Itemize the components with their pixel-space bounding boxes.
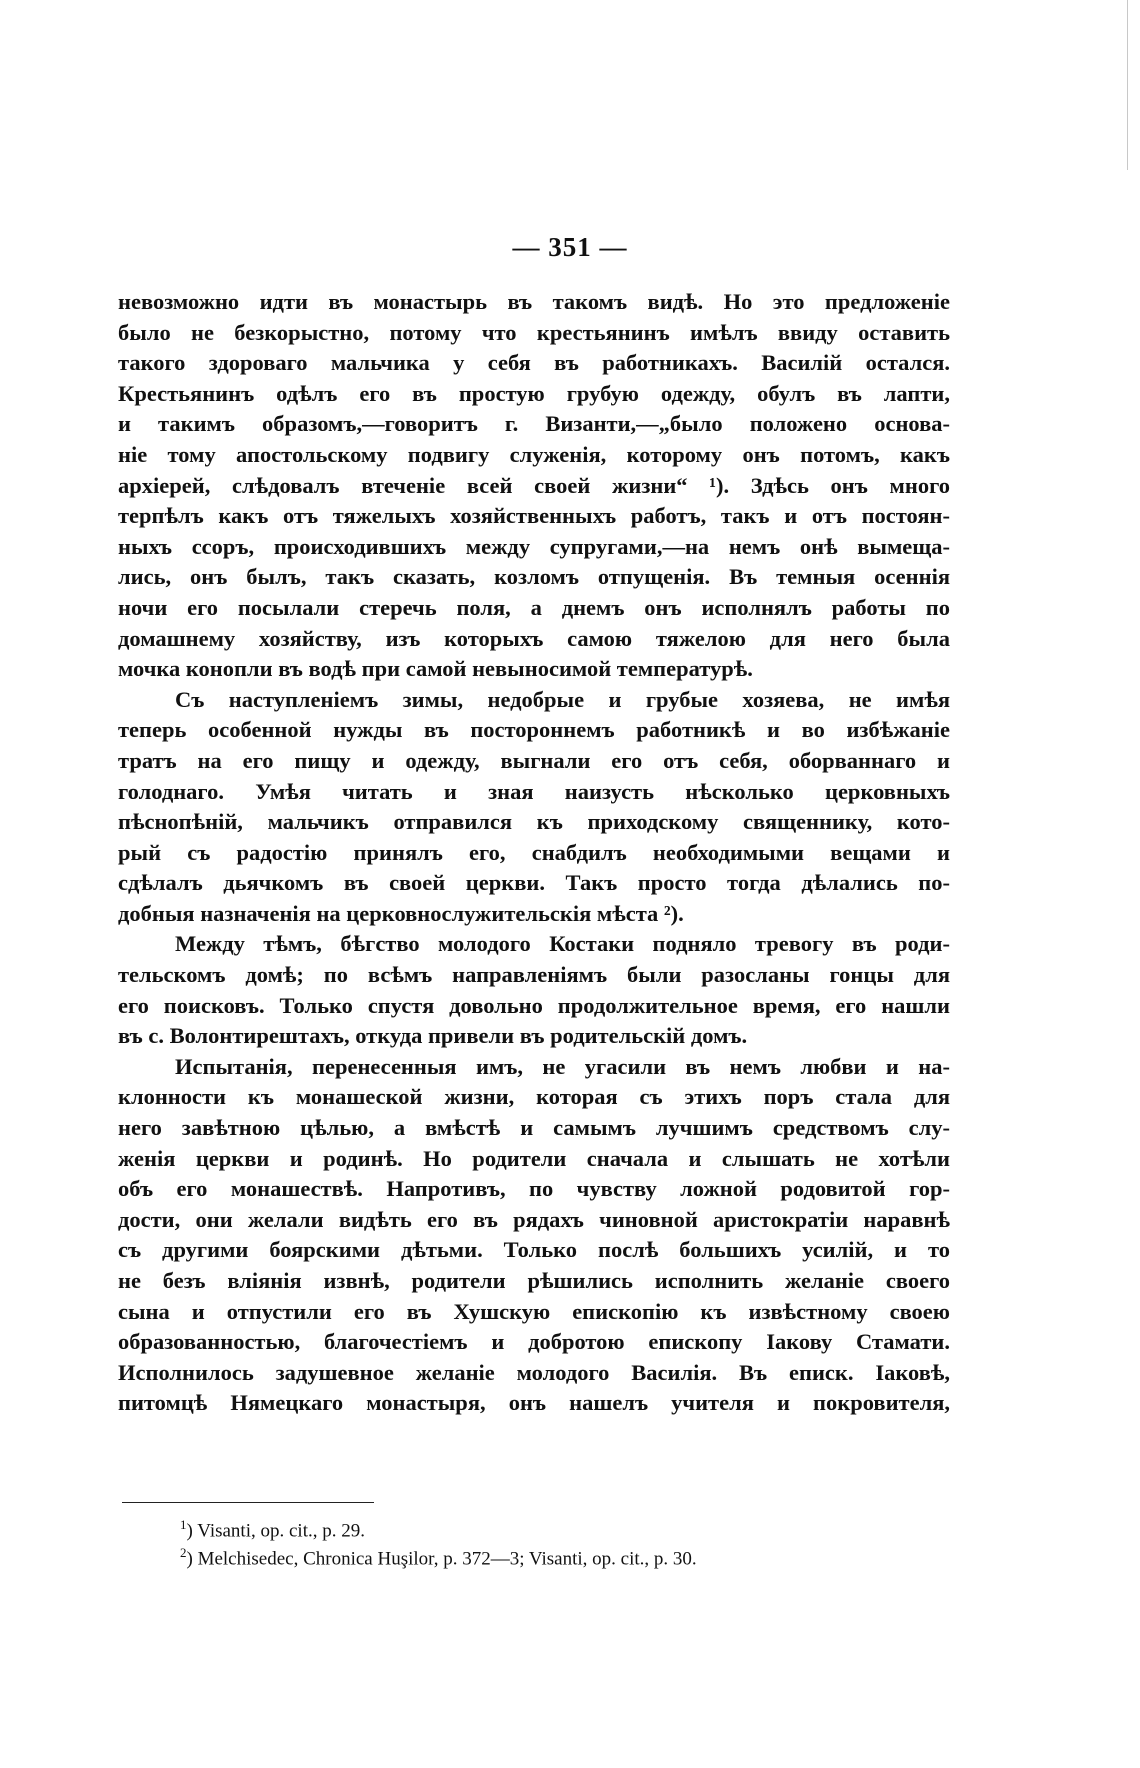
text-line: мочка конопли въ водѣ при самой невыносимой температурѣ. — [118, 656, 753, 682]
footnote-mark: 1 — [180, 1517, 187, 1532]
paragraph — [118, 929, 950, 1051]
paragraph — [118, 685, 950, 930]
footnote-text: ) Visanti, op. cit., p. 29. — [186, 1520, 365, 1542]
text-line: и такимъ образомъ,—говоритъ г. Византи,—„было положено основа- — [118, 411, 950, 437]
text-line: образованностью, благочестіемъ и добротою епископу Іакову Стамати. — [118, 1329, 950, 1355]
paragraph — [118, 287, 950, 685]
text-line: Съ наступленіемъ зимы, недобрые и грубые хозяева, не имѣя — [175, 686, 950, 712]
text-line: его поисковъ. Только спустя довольно продолжительное время, его нашли — [118, 992, 950, 1018]
text-line: архіерей, слѣдовалъ втеченіе всей своей жизни“ ¹). Здѣсь онъ много — [118, 472, 950, 498]
text-line: ныхъ ссоръ, происходившихъ между супругами,—на немъ онѣ вымеща- — [118, 533, 950, 559]
text-line: голоднаго. Умѣя читать и зная наизусть нѣсколько церковныхъ — [118, 778, 950, 804]
text-line: терпѣлъ какъ отъ тяжелыхъ хозяйственныхъ работъ, такъ и отъ постоян- — [118, 503, 950, 529]
text-line: него завѣтною цѣлью, а вмѣстѣ и самымъ лучшимъ средствомъ слу- — [118, 1115, 950, 1141]
text-line: Крестьянинъ одѣлъ его въ простую грубую одежду, обулъ въ лапти, — [118, 380, 950, 406]
text-line: не безъ вліянія извнѣ, родители рѣшились исполнить желаніе своего — [118, 1268, 950, 1293]
footnote — [180, 1511, 940, 1542]
text-line: ніе тому апостольскому подвигу служенія, которому онъ потомъ, какъ — [118, 441, 950, 467]
text-line: было не безкорыстно, потому что крестьянинъ имѣлъ ввиду оставить — [118, 319, 950, 345]
footnotes — [180, 1511, 940, 1570]
text-line: питомцѣ Нямецкаго монастыря, онъ нашелъ учителя и покровителя, — [118, 1390, 950, 1416]
text-line: добныя назначенія на церковнослужительскія мѣста ²). — [118, 900, 684, 926]
text-line: рый съ радостію принялъ его, снабдилъ необходимыми вещами и — [118, 839, 950, 865]
page-number: — 351 — — [512, 232, 628, 262]
text-line: въ с. Волонтирештахъ, откуда привели въ родительскій домъ. — [118, 1023, 748, 1049]
text-line: ночи его посылали стеречь поля, а днемъ онъ исполнялъ работы по — [118, 594, 950, 620]
text-line: домашнему хозяйству, изъ которыхъ самою тяжелою для него была — [118, 625, 950, 651]
footnote-text: ) Melchisedec, Chronica Huşilor, p. 372—3; Visanti, op. cit., p. 30. — [186, 1548, 697, 1570]
text-line: Исполнилось задушевное желаніе молодого Василія. Въ еписк. Іаковѣ, — [118, 1359, 950, 1385]
text-line: теперь особенной нужды въ постороннемъ работникѣ и во избѣжаніе — [118, 717, 950, 743]
body-text — [118, 287, 950, 1419]
footnote-mark: 2 — [180, 1545, 187, 1560]
paragraph — [118, 1052, 950, 1419]
text-line: невозможно идти въ монастырь въ такомъ видѣ. Но это предложеніе — [118, 289, 950, 314]
text-line: пѣснопѣній, мальчикъ отправился къ приходскому священнику, кото- — [118, 809, 950, 835]
text-line: дости, они желали видѣть его въ рядахъ чиновной аристократіи наравнѣ — [118, 1206, 950, 1232]
text-line: съ другими боярскими дѣтьми. Только послѣ большихъ усилій, и то — [118, 1237, 950, 1263]
text-line: лись, онъ былъ, такъ сказать, козломъ отпущенія. Въ темныя осеннія — [118, 564, 950, 590]
text-line: клонности къ монашеской жизни, которая съ этихъ поръ стала для — [118, 1084, 950, 1110]
text-line: Испытанія, перенесенныя имъ, не угасили въ немъ любви и на- — [175, 1053, 950, 1079]
text-line: такого здороваго мальчика у себя въ работникахъ. Василій остался. — [118, 350, 950, 376]
scan-edge-line — [1127, 0, 1128, 170]
text-line: сына и отпустили его въ Хушскую епископію къ извѣстному своею — [118, 1298, 950, 1324]
text-line: сдѣлалъ дьячкомъ въ своей церкви. Такъ просто тогда дѣлались по- — [118, 870, 950, 896]
text-line: тратъ на его пищу и одежду, выгнали его отъ себя, оборваннаго и — [118, 747, 950, 773]
footnote-divider — [122, 1502, 374, 1503]
text-line: тельскомъ домѣ; по всѣмъ направленіямъ были разосланы гонцы для — [118, 962, 950, 988]
text-line: объ его монашествѣ. Напротивъ, по чувству ложной родовитой гор- — [118, 1176, 950, 1202]
text-line: Между тѣмъ, бѣгство молодого Костаки подняло тревогу въ роди- — [175, 931, 950, 957]
footnote — [180, 1539, 940, 1570]
text-line: женія церкви и родинѣ. Но родители сначала и слышать не хотѣли — [118, 1145, 950, 1171]
